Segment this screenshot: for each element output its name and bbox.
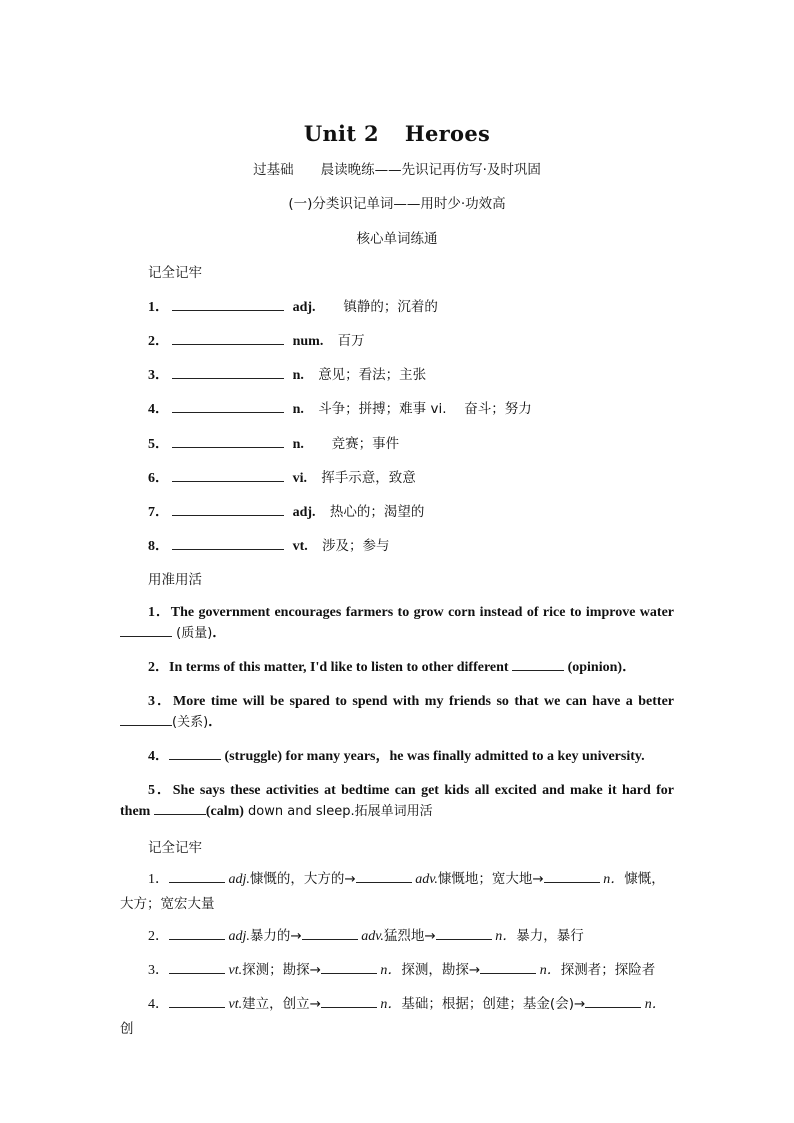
sentence-end: ． (622, 660, 637, 675)
answer-blank[interactable] (172, 536, 284, 550)
part-of-speech: n． (491, 929, 517, 944)
section-label-usage: 用准用活 (148, 572, 202, 588)
part-of-speech: n． (536, 963, 561, 978)
answer-blank[interactable] (544, 869, 600, 883)
sentence-text: In terms of this matter, I'd like to listen to other different (169, 660, 513, 675)
answer-blank[interactable] (172, 365, 284, 379)
answer-blank[interactable] (120, 624, 172, 637)
part-of-speech: adj. (292, 300, 316, 315)
sentence-text: The government encourages farmers to grow corn instead of rice to improve water (170, 605, 675, 620)
part-of-speech: adv. (357, 929, 384, 944)
answer-blank[interactable] (321, 994, 377, 1008)
sentence-item (120, 602, 674, 644)
word-meaning: 涉及；参与 (322, 538, 390, 554)
part-of-speech: n. (292, 368, 304, 383)
word-row (148, 500, 424, 521)
item-number: 1． (148, 300, 169, 315)
answer-blank[interactable] (585, 994, 641, 1008)
part-of-speech: vt. (225, 997, 243, 1012)
word-hint: (opinion) (564, 660, 623, 675)
subtitle: 过基础 晨读晚练——先识记再仿写·及时巩固 (253, 162, 541, 178)
answer-blank[interactable] (120, 713, 172, 726)
word-meaning: 探测者；探险者 (560, 962, 656, 978)
word-meaning: 慷慨，大方；宽宏大量 (120, 871, 665, 912)
part-of-speech: n． (641, 997, 666, 1012)
answer-blank[interactable] (169, 926, 225, 940)
word-hint: (质量) (172, 626, 213, 641)
unit-number: Unit 2 (303, 121, 379, 146)
answer-blank[interactable] (480, 960, 536, 974)
answer-blank[interactable] (436, 926, 492, 940)
sentence-text: She says these activities at bedtime can get kids all excited and make it hard for them (120, 783, 675, 819)
answer-blank[interactable] (356, 869, 412, 883)
word-meaning: 挥手示意，致意 (321, 470, 416, 486)
word-family-item (120, 924, 676, 949)
part-of-speech: n． (599, 872, 625, 887)
word-row (148, 534, 390, 555)
part-of-speech: adj. (292, 505, 316, 520)
answer-blank[interactable] (172, 399, 284, 413)
unit-topic: Heroes (404, 121, 491, 146)
word-meaning: 探测，勘探→ (401, 962, 481, 978)
item-number: 5． (148, 437, 169, 452)
part-of-speech: n． (376, 997, 402, 1012)
word-row (148, 432, 399, 453)
word-meaning: 慷慨的，大方的→ (249, 871, 356, 887)
sentence-end: down and sleep.拓展单词用活 (243, 804, 433, 819)
answer-blank[interactable] (172, 502, 284, 516)
word-hint: (struggle) (221, 749, 283, 764)
answer-blank[interactable] (172, 434, 284, 448)
item-number: 8． (148, 539, 169, 554)
sentence-end: for many years，he was finally admitted to a key university. (282, 749, 645, 764)
word-meaning: 镇静的；沉着的 (329, 299, 438, 315)
part-of-speech: n． (376, 963, 402, 978)
section-label-memorize: 记全记牢 (148, 265, 202, 281)
word-meaning: 百万 (337, 333, 365, 349)
word-hint: (calm) (205, 804, 244, 819)
part-of-speech: vi. (292, 471, 307, 486)
sentence-item (120, 657, 674, 678)
item-number: 1． (148, 605, 171, 620)
word-meaning: 斗争；拼搏；难事 vi. 奋斗；努力 (318, 401, 532, 417)
word-meaning: 探测；勘探→ (242, 962, 321, 978)
subsection-heading: 核心单词练通 (356, 231, 438, 247)
answer-blank[interactable] (172, 331, 284, 345)
answer-blank[interactable] (321, 960, 377, 974)
item-number: 7． (148, 505, 169, 520)
sentence-item (120, 780, 674, 822)
answer-blank[interactable] (172, 468, 284, 482)
item-number: 1． (148, 872, 169, 887)
word-row (148, 397, 532, 418)
word-row (148, 466, 416, 487)
word-meaning: 暴力的→ (249, 928, 302, 944)
section-heading: (一)分类识记单词——用时少·功效高 (288, 196, 506, 212)
unit-title (0, 121, 794, 146)
item-number: 2． (148, 660, 169, 675)
word-meaning: 竞赛；事件 (318, 436, 400, 452)
word-family-item (120, 992, 676, 1041)
answer-blank[interactable] (169, 869, 225, 883)
answer-blank[interactable] (302, 926, 358, 940)
part-of-speech: vt. (292, 539, 308, 554)
part-of-speech: n. (292, 437, 304, 452)
sentence-text: More time will be spared to spend with my friends so that we can have a better (172, 694, 675, 709)
word-row (148, 363, 426, 384)
part-of-speech: adv. (411, 872, 438, 887)
item-number: 3． (148, 368, 169, 383)
word-meaning: 慷慨地；宽大地→ (437, 871, 544, 887)
answer-blank[interactable] (172, 297, 284, 311)
word-meaning: 建立，创立→ (242, 996, 321, 1012)
answer-blank[interactable] (512, 658, 564, 671)
item-number: 2． (148, 929, 169, 944)
word-family-item (120, 958, 676, 983)
answer-blank[interactable] (154, 802, 206, 815)
item-number: 4． (148, 402, 169, 417)
item-number: 5． (148, 783, 173, 798)
word-meaning: 基础；根据；创建；基金(会)→ (401, 996, 586, 1012)
part-of-speech: n. (292, 402, 304, 417)
item-number: 3． (148, 963, 169, 978)
sentence-item (120, 691, 674, 733)
word-row (148, 329, 365, 350)
sentence-end: ． (212, 626, 227, 641)
word-meaning: 暴力，暴行 (516, 928, 584, 944)
word-family-item (120, 867, 676, 916)
item-number: 4． (148, 997, 169, 1012)
part-of-speech: vt. (225, 963, 243, 978)
part-of-speech: adj. (225, 872, 250, 887)
item-number: 3． (148, 694, 173, 709)
word-meaning: 意见；看法；主张 (318, 367, 427, 383)
part-of-speech: num. (292, 334, 324, 349)
item-number: 4． (148, 749, 169, 764)
word-meaning: 创 (120, 1021, 134, 1037)
part-of-speech: adj. (225, 929, 250, 944)
answer-blank[interactable] (169, 747, 221, 760)
word-row (148, 295, 438, 316)
sentence-end: ． (208, 715, 223, 730)
word-hint: (关系) (172, 715, 209, 730)
section-label-extend: 记全记牢 (148, 840, 202, 856)
item-number: 6． (148, 471, 169, 486)
word-meaning: 猛烈地→ (383, 928, 436, 944)
answer-blank[interactable] (169, 994, 225, 1008)
item-number: 2． (148, 334, 169, 349)
word-meaning: 热心的；渴望的 (329, 504, 425, 520)
answer-blank[interactable] (169, 960, 225, 974)
sentence-item (120, 746, 674, 767)
